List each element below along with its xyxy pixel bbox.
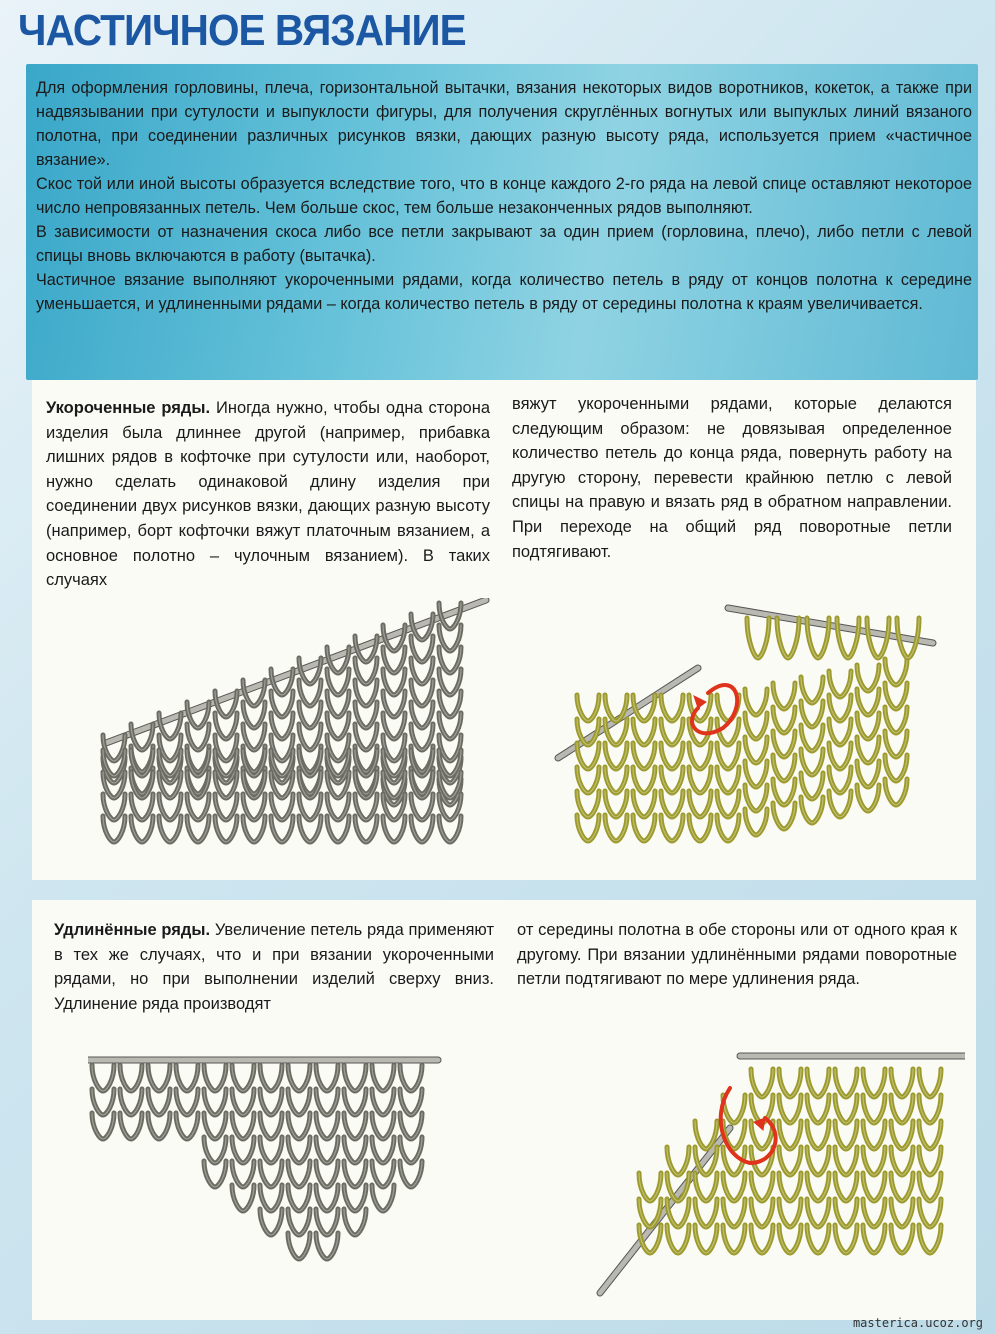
short-rows-heading: Укороченные ряды.: [46, 399, 211, 417]
stitch-loop: [745, 689, 767, 715]
long-rows-panel: [32, 900, 976, 1320]
stitch-loop: [288, 1065, 310, 1091]
stitch-loop: [801, 677, 823, 703]
direction-arrow: [692, 685, 737, 733]
stitch-loop: [344, 1065, 366, 1091]
stitch-loop: [639, 1173, 661, 1201]
stitch-loop: [92, 1065, 114, 1091]
intro-paragraph: Скос той или иной высоты образуется вследствие того, что в конце каждого 2-го ряда на левой спице оставляют некоторое число непровязанных петель. Чем больше скос, тем больше незаконченных рядов выполняют.: [36, 175, 972, 217]
watermark: masterica.ucoz.org: [852, 1316, 983, 1330]
stitch-loop: [779, 1069, 801, 1097]
short-rows-left-body: Иногда нужно, чтобы одна сторона изделия была длиннее другой (например, прибавка лишних рядов в кофточке при сутулости или, наоборот, нужно сделать одинаковой длину изделия при соединении двух рисунков вязки, дающих разную высоту (например, борт кофточки вяжут платочным вязанием, а основное полотно – чулочным вязанием). В таких случаях: [46, 399, 490, 590]
long-rows-left-text: [54, 918, 494, 1016]
stitch-loop: [885, 659, 907, 685]
short-rows-gray-illustration: [66, 598, 496, 863]
stitch-loop: [176, 1065, 198, 1091]
stitch-loop: [372, 1065, 394, 1091]
stitch-loop: [777, 618, 799, 658]
short-rows-right-text: вяжут укороченными рядами, которые делаются следующим образом: не довязывая определенное количество петель до конца ряда, повернуть работу на другую сторону, перевести крайнюю петлю с левой спицы на правую и вязать ряд в обратном направлении. При переходе на общий ряд поворотные петли подтягивают.: [512, 395, 952, 561]
intro-text: [36, 76, 972, 316]
long-rows-color-illustration: [580, 1038, 965, 1308]
intro-paragraph: Для оформления горловины, плеча, горизонтальной вытачки, вязания некоторых видов воротников, кокеток, а также при надвязывании при сутулости и выпуклости фигуры, для получения скруглённых вогнутых или выпуклых линий вязаного полотна, при соединении различных рисунков вязки, дающих разную высоту ряда, используется прием «частичное вязание».: [36, 79, 972, 169]
stitch-loop: [316, 1065, 338, 1091]
stitch-loop: [857, 665, 879, 691]
intro-paragraph: В зависимости от назначения скоса либо все петли закрывают за один прием (горловина, плечо), либо петли с левой спицы вновь включаются в работу (вытачка).: [36, 223, 972, 265]
stitch-loop: [747, 618, 769, 658]
stitch-loop: [661, 695, 683, 721]
stitch-loop: [667, 1147, 689, 1175]
stitch-loop: [232, 1065, 254, 1091]
stitch-loop: [835, 1069, 857, 1097]
stitch-loop: [773, 683, 795, 709]
stitch-loop: [829, 671, 851, 697]
intro-box: [26, 64, 978, 380]
stitch-loop: [204, 1065, 226, 1091]
long-rows-right-text: от середины полотна в обе стороны или от одного края к другому. При вязании удлинёнными рядами поворотные петли подтягивают по мере удлинения ряда.: [517, 921, 957, 989]
stitch-loop: [863, 1069, 885, 1097]
stitch-loop: [577, 695, 599, 721]
stitch-loop: [120, 1065, 142, 1091]
stitch-loop: [695, 1121, 717, 1149]
direction-arrowhead: [694, 696, 706, 708]
short-rows-color-illustration: [548, 598, 948, 858]
stitch-loop: [807, 1069, 829, 1097]
stitch-loop: [867, 618, 889, 658]
stitch-loop: [751, 1069, 773, 1097]
intro-paragraph: Частичное вязание выполняют укороченными рядами, когда количество петель в ряду от концов полотна к середине уменьшается, и удлиненными рядами – когда количество петель в ряду от середины полотна к краям увеличивается.: [36, 271, 972, 313]
short-rows-left-text: [46, 396, 490, 593]
stitch-loop: [400, 1065, 422, 1091]
stitch-loop: [919, 1069, 941, 1097]
page-title: ЧАСТИЧНОЕ ВЯЗАНИЕ: [18, 6, 466, 55]
long-rows-heading: Удлинённые ряды.: [54, 921, 211, 939]
short-rows-panel: [32, 380, 976, 880]
long-rows-left-body: Увеличение петель ряда применяют в тех же случаях, что и при вязании укороченными рядами, но при выполнении изделий сверху вниз. Удлинение ряда производят: [54, 921, 495, 1013]
stitch-loop: [148, 1065, 170, 1091]
stitch-loop: [260, 1065, 282, 1091]
long-rows-gray-illustration: [88, 1050, 448, 1300]
stitch-loop: [891, 1069, 913, 1097]
